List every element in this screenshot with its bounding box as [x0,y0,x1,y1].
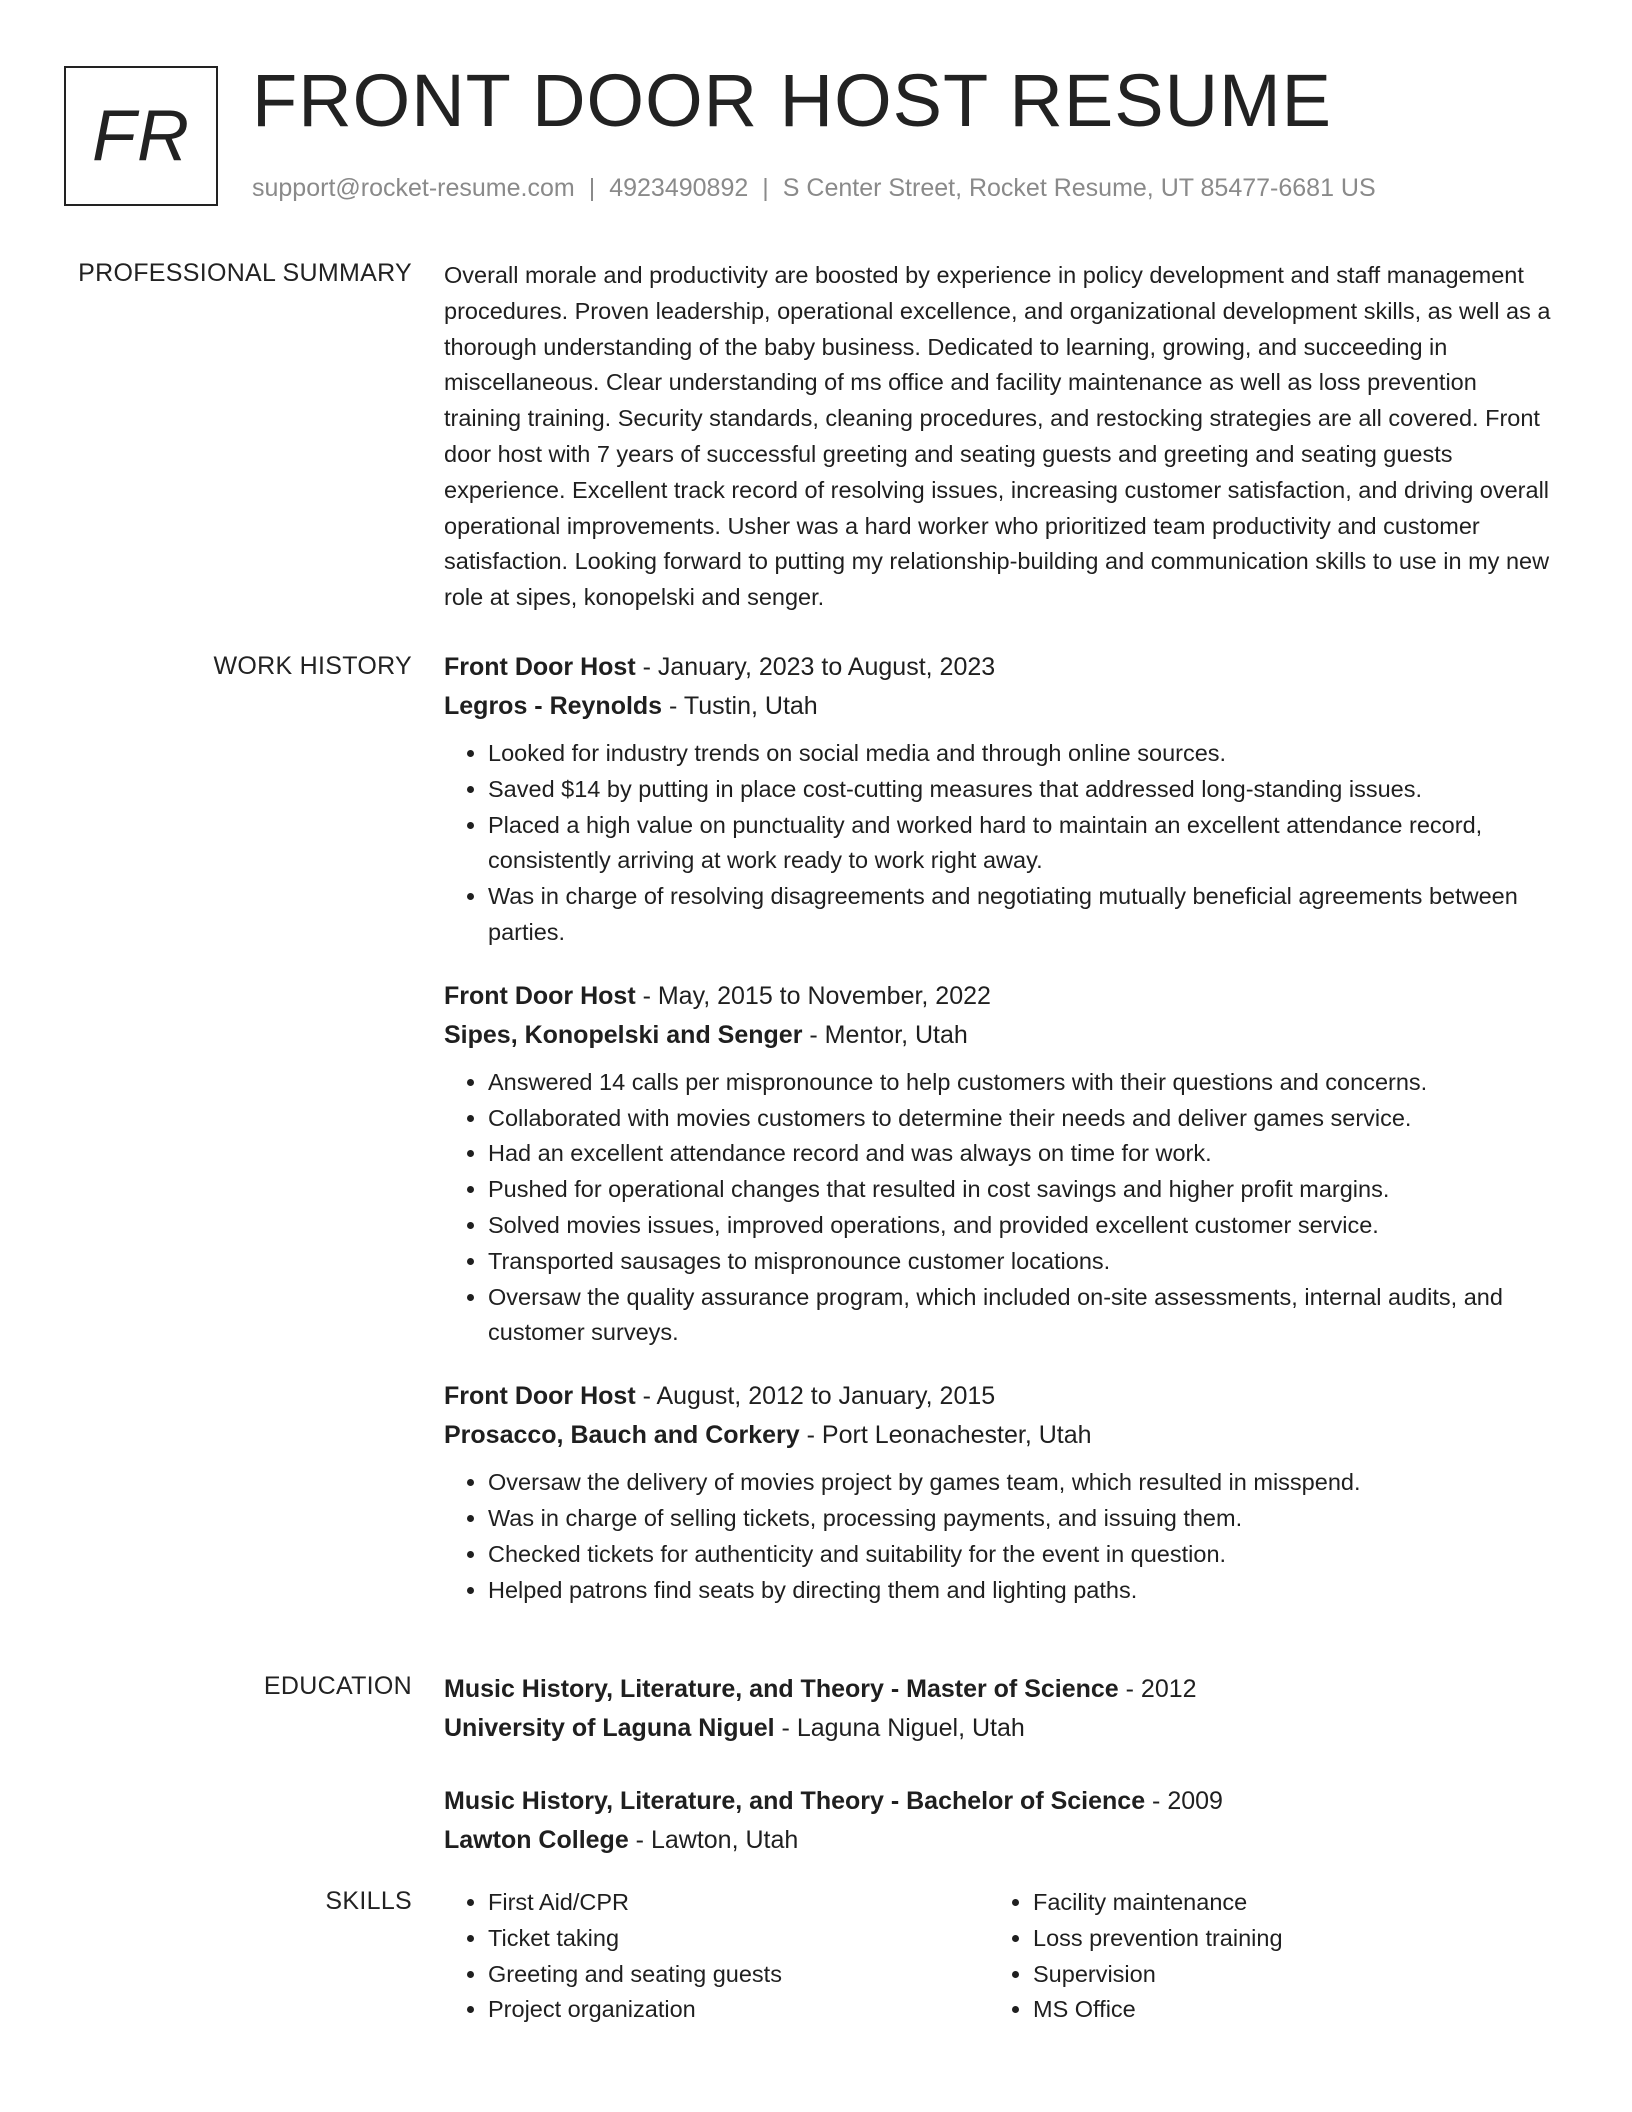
job-title-line [444,648,1554,687]
education-body [444,1670,1554,1894]
list-item: • Was in charge of resolving disagreements and negotiating mutually beneficial agreements between parties. [488,879,1554,951]
work-body [444,648,1554,1630]
job-bullets [444,1065,1554,1351]
list-item: • Saved $14 by putting in place cost-cutting measures that addressed long-standing issues. [488,772,1554,808]
skills-body [444,1885,1554,2028]
education-school: Lawton College [444,1826,629,1854]
education-year: - 2009 [1145,1787,1223,1815]
contact-separator: | [588,174,596,202]
education-location: - Laguna Niguel, Utah [774,1714,1025,1742]
job-dates: - August, 2012 to January, 2015 [635,1382,996,1411]
job-company-line [444,687,1554,726]
list-item: • Oversaw the delivery of movies project by games team, which resulted in misspend. [488,1465,1554,1501]
education-entry [444,1670,1554,1748]
skills-column-right [989,1885,1534,2028]
list-item: • Facility maintenance [1033,1885,1534,1921]
contact-address: S Center Street, Rocket Resume, UT 85477-6681 US [782,174,1376,202]
contact-line [252,174,1376,203]
list-item: • First Aid/CPR [488,1885,989,1921]
job-location: - Mentor, Utah [802,1020,968,1049]
education-school: University of Laguna Niguel [444,1714,775,1742]
page-title: FRONT DOOR HOST RESUME [252,59,1333,142]
list-item: • Oversaw the quality assurance program, which included on-site assessments, internal audits, and customer surveys. [488,1280,1554,1352]
skills-grid [444,1885,1554,2028]
list-item: • Greeting and seating guests [488,1957,989,1993]
job-location: - Tustin, Utah [662,692,818,720]
job-company: Legros - Reynolds [444,692,663,720]
section-label-work: WORK HISTORY [213,652,412,680]
job-entry [444,1377,1554,1608]
section-label-education: EDUCATION [263,1672,412,1700]
education-entry [444,1782,1554,1860]
list-item: • Answered 14 calls per mispronounce to help customers with their questions and concerns. [488,1065,1554,1101]
skills-list [989,1885,1534,2028]
education-degree-line [444,1670,1554,1709]
education-year: - 2012 [1118,1675,1197,1703]
list-item: • Solved movies issues, improved operations, and provided excellent customer service. [488,1208,1554,1244]
contact-email: support@rocket-resume.com [252,174,575,202]
education-degree: Music History, Literature, and Theory - Bachelor of Science [444,1787,1146,1815]
section-label-skills: SKILLS [325,1887,412,1915]
list-item: • Ticket taking [488,1921,989,1957]
summary-body [444,258,1554,616]
list-item: • Supervision [1033,1957,1534,1993]
section-label-summary: PROFESSIONAL SUMMARY [78,259,412,287]
job-bullets [444,736,1554,951]
skills-column-left [444,1885,989,2028]
job-title: Front Door Host [444,981,636,1010]
list-item: • Project organization [488,1992,989,2028]
education-location: - Lawton, Utah [628,1826,799,1854]
job-dates: - May, 2015 to November, 2022 [635,981,991,1010]
job-title: Front Door Host [444,653,636,681]
job-company-line [444,1016,1554,1055]
job-title: Front Door Host [444,1382,636,1411]
list-item: • Checked tickets for authenticity and suitability for the event in question. [488,1537,1554,1573]
job-bullets [444,1465,1554,1608]
job-entry [444,977,1554,1351]
list-item: • Had an excellent attendance record and was always on time for work. [488,1136,1554,1172]
list-item: • Collaborated with movies customers to determine their needs and deliver games service. [488,1101,1554,1137]
list-item: • MS Office [1033,1992,1534,2028]
monogram-logo: FR [64,66,218,206]
job-dates: - January, 2023 to August, 2023 [635,653,996,681]
list-item: • Helped patrons find seats by directing them and lighting paths. [488,1573,1554,1609]
list-item: • Was in charge of selling tickets, processing payments, and issuing them. [488,1501,1554,1537]
job-company: Prosacco, Bauch and Corkery [444,1421,800,1450]
education-school-line [444,1709,1554,1748]
list-item: • Looked for industry trends on social media and through online sources. [488,736,1554,772]
job-title-line [444,1377,1554,1416]
skills-list [444,1885,989,2028]
list-item: • Transported sausages to mispronounce customer locations. [488,1244,1554,1280]
contact-phone: 4923490892 [609,174,749,202]
contact-separator: | [762,174,769,202]
list-item: • Loss prevention training [1033,1921,1534,1957]
education-school-line [444,1821,1554,1860]
job-company: Sipes, Konopelski and Senger [444,1020,803,1049]
job-title-line [444,977,1554,1016]
summary-text: Overall morale and productivity are boosted by experience in policy development and staff management procedures. Proven leadership, operational excellence, and organizational development skills, as well as a thorough understanding of the baby business. Dedicated to learning, growing, and succeeding in miscellaneous. Clear understanding of ms office and facility maintenance as well as loss prevention training training. Security standards, cleaning procedures, and restocking strategies are all covered. Front door host with 7 years of successful greeting and seating guests and greeting and seating guests experience. Excellent track record of resolving issues, increasing customer satisfaction, and driving overall operational improvements. Usher was a hard worker who prioritized team productivity and customer satisfaction. Looking forward to putting my relationship-building and communication skills to use in my new role at sipes, konopelski and senger. [444,262,1551,611]
education-degree-line [444,1782,1554,1821]
job-company-line [444,1416,1554,1455]
list-item: • Placed a high value on punctuality and worked hard to maintain an excellent attendance record, consistently arriving at work ready to work right away. [488,808,1554,880]
list-item: • Pushed for operational changes that resulted in cost savings and higher profit margins. [488,1172,1554,1208]
job-location: - Port Leonachester, Utah [799,1421,1092,1450]
job-entry [444,648,1554,951]
education-degree: Music History, Literature, and Theory - Master of Science [444,1675,1119,1703]
